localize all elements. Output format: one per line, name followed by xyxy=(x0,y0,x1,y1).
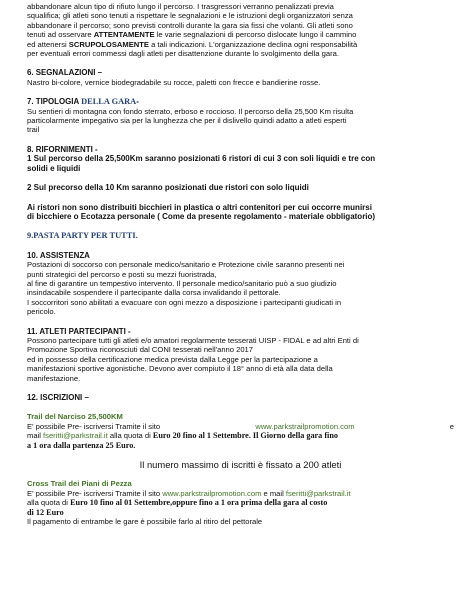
section-segnalazioni xyxy=(27,68,454,87)
section-text: manifestazioni sportive agonistiche. Devono aver compiuto il 18° anno di età alla data della xyxy=(27,364,333,374)
max-participants-note: Il numero massimo di iscritti è fissato a 200 atleti xyxy=(139,459,342,471)
section-text: Possono partecipare tutti gli atleti e/o amatori regolarmente tesserati UISP - FIDAL e ad altri Enti di xyxy=(27,335,359,345)
intro-line: abbandonare il percorso; sono previsti controlli durante la gara sia fissi che volanti. Gli atleti sono xyxy=(27,20,353,30)
intro-paragraph xyxy=(27,2,454,58)
section-title: 11. ATLETI PARTECIPANTI - xyxy=(27,326,131,336)
email-link[interactable]: fseritti@parkstrail.it xyxy=(43,431,108,441)
section-text: insindacabile sospendere il partecipante dalla corsa invalidando il pettorale. xyxy=(27,288,281,298)
section-text: particolarmente impegativo sia per la lunghezza che per il dislivello quindi adatto a atleti esperti xyxy=(27,116,347,126)
section-pasta-party xyxy=(27,231,454,240)
section-rifornimenti xyxy=(27,145,454,221)
website-link[interactable]: www.parkstrailpromotion.com xyxy=(255,421,355,431)
section-text: trail xyxy=(27,125,40,135)
section-text: E' possibile Pre- iscriversi Tramite il sito www.parkstrailpromotion.com e xyxy=(27,421,454,431)
section-text: E' possibile Pre- iscriversi Tramite il sito www.parkstrailpromotion.com e mail fseritti@parkstrail.it xyxy=(27,488,351,498)
section-title: 9.PASTA PARTY PER TUTTI. xyxy=(27,231,138,241)
section-text: manifestazione. xyxy=(27,373,81,383)
section-title: 8. RIFORNIMENTI - xyxy=(27,144,98,154)
section-assistenza xyxy=(27,251,454,317)
section-text: punti strategici del percorso e posti su mezzi fuoristrada, xyxy=(27,269,217,279)
section-text: a 1 ora dalla partenza 25 Euro. xyxy=(27,440,136,450)
section-text: I soccorritori sono abilitati a evacuare con ogni mezzo a disposizione i partecipanti giudicati in xyxy=(27,297,342,307)
section-atleti xyxy=(27,327,454,383)
section-text: Nastro bi-colore, vernice biodegradabile su rocce, paletti con frecce e bandierine rosse. xyxy=(27,77,321,87)
intro-line: ed attenersi SCRUPOLOSAMENTE a tali indicazioni. L'organizzazione declina ogni responsabilità xyxy=(27,39,358,49)
website-link[interactable]: www.parkstrailpromotion.com xyxy=(162,488,262,498)
intro-line: squalifica; gli atleti sono tenuti a rispettare le segnalazioni e le istruzioni degli organizzatori senza xyxy=(27,11,353,21)
section-iscrizioni xyxy=(27,393,454,526)
section-title: 6. SEGNALAZIONI – xyxy=(27,68,102,78)
section-text: mail fseritti@parkstrail.it alla quota di Euro 20 fino al 1 Settembre. Il Giorno della gara fino xyxy=(27,431,338,441)
email-link[interactable]: fseritti@parkstrail.it xyxy=(285,488,351,498)
section-text: 1 Sul percorso della 25,500Km saranno posizionati 6 ristori di cui 3 con soli liquidi e tre con xyxy=(27,154,376,164)
section-title: 10. ASSISTENZA xyxy=(27,250,90,260)
section-text: alla quota di Euro 10 fino al 01 Settembre,oppure fino a 1 ora prima della gara al costo xyxy=(27,498,328,508)
section-text: di 12 Euro xyxy=(27,507,64,517)
section-text: pericolo. xyxy=(27,307,56,317)
section-text: di bicchiere o Ecotazza personale ( Come da presente regolamento - materiale obbligatorio) xyxy=(27,211,376,221)
section-text: Postazioni di soccorso con personale medico/sanitario e Protezione civile saranno presenti nei xyxy=(27,260,345,270)
race-title-cross: Cross Trail dei Piani di Pezza xyxy=(27,479,132,489)
intro-line: tenuti ad osservare ATTENTAMENTE le varie segnalazioni di percorso dislocate lungo il cammino xyxy=(27,30,357,40)
section-title: 7. TIPOLOGIA DELLA GARA- xyxy=(27,97,139,107)
section-text: 2 Sul precorso della 10 Km saranno posizionati due ristori con solo liquidi xyxy=(27,183,309,193)
section-tipologia xyxy=(27,97,454,135)
section-text: al fine di garantire un tempestivo intervento. Il personale medico/sanitario può a suo giudizio xyxy=(27,278,337,288)
section-title: 12. ISCRIZIONI – xyxy=(27,393,89,402)
section-text: Il pagamento di entrambe le gare è possibile farlo al ritiro del pettorale xyxy=(27,517,263,527)
section-text: Ai ristori non sono distribuiti bicchieri in plastica o altri contenitori per cui occorre munirsi xyxy=(27,202,372,212)
intro-line: per eventuali errori commessi dagli atleti per disattenzione durante lo svolgimento della gara. xyxy=(27,49,339,59)
section-text: ed in possesso della certificazione medica prevista dalla Legge per la partecipazione a xyxy=(27,354,318,364)
emphasis-attentamente: ATTENTAMENTE xyxy=(93,30,155,40)
intro-line: abbandonare alcun tipo di rifiuto lungo il percorso. I trasgressori verranno penalizzati previa xyxy=(27,2,334,11)
emphasis-scrupolosamente: SCRUPOLOSAMENTE xyxy=(68,39,149,49)
section-text: Promozione Sportiva riconosciuti dal CONI tesserati nell'anno 2017 xyxy=(27,345,254,355)
section-text: solidi e liquidi xyxy=(27,163,81,173)
section-text: Su sentieri di montagna con fondo sterrato, erboso e roccioso. Il percorso della 25,500 Km risulta xyxy=(27,106,354,116)
race-title-trail: Trail del Narciso 25,500KM xyxy=(27,412,123,422)
